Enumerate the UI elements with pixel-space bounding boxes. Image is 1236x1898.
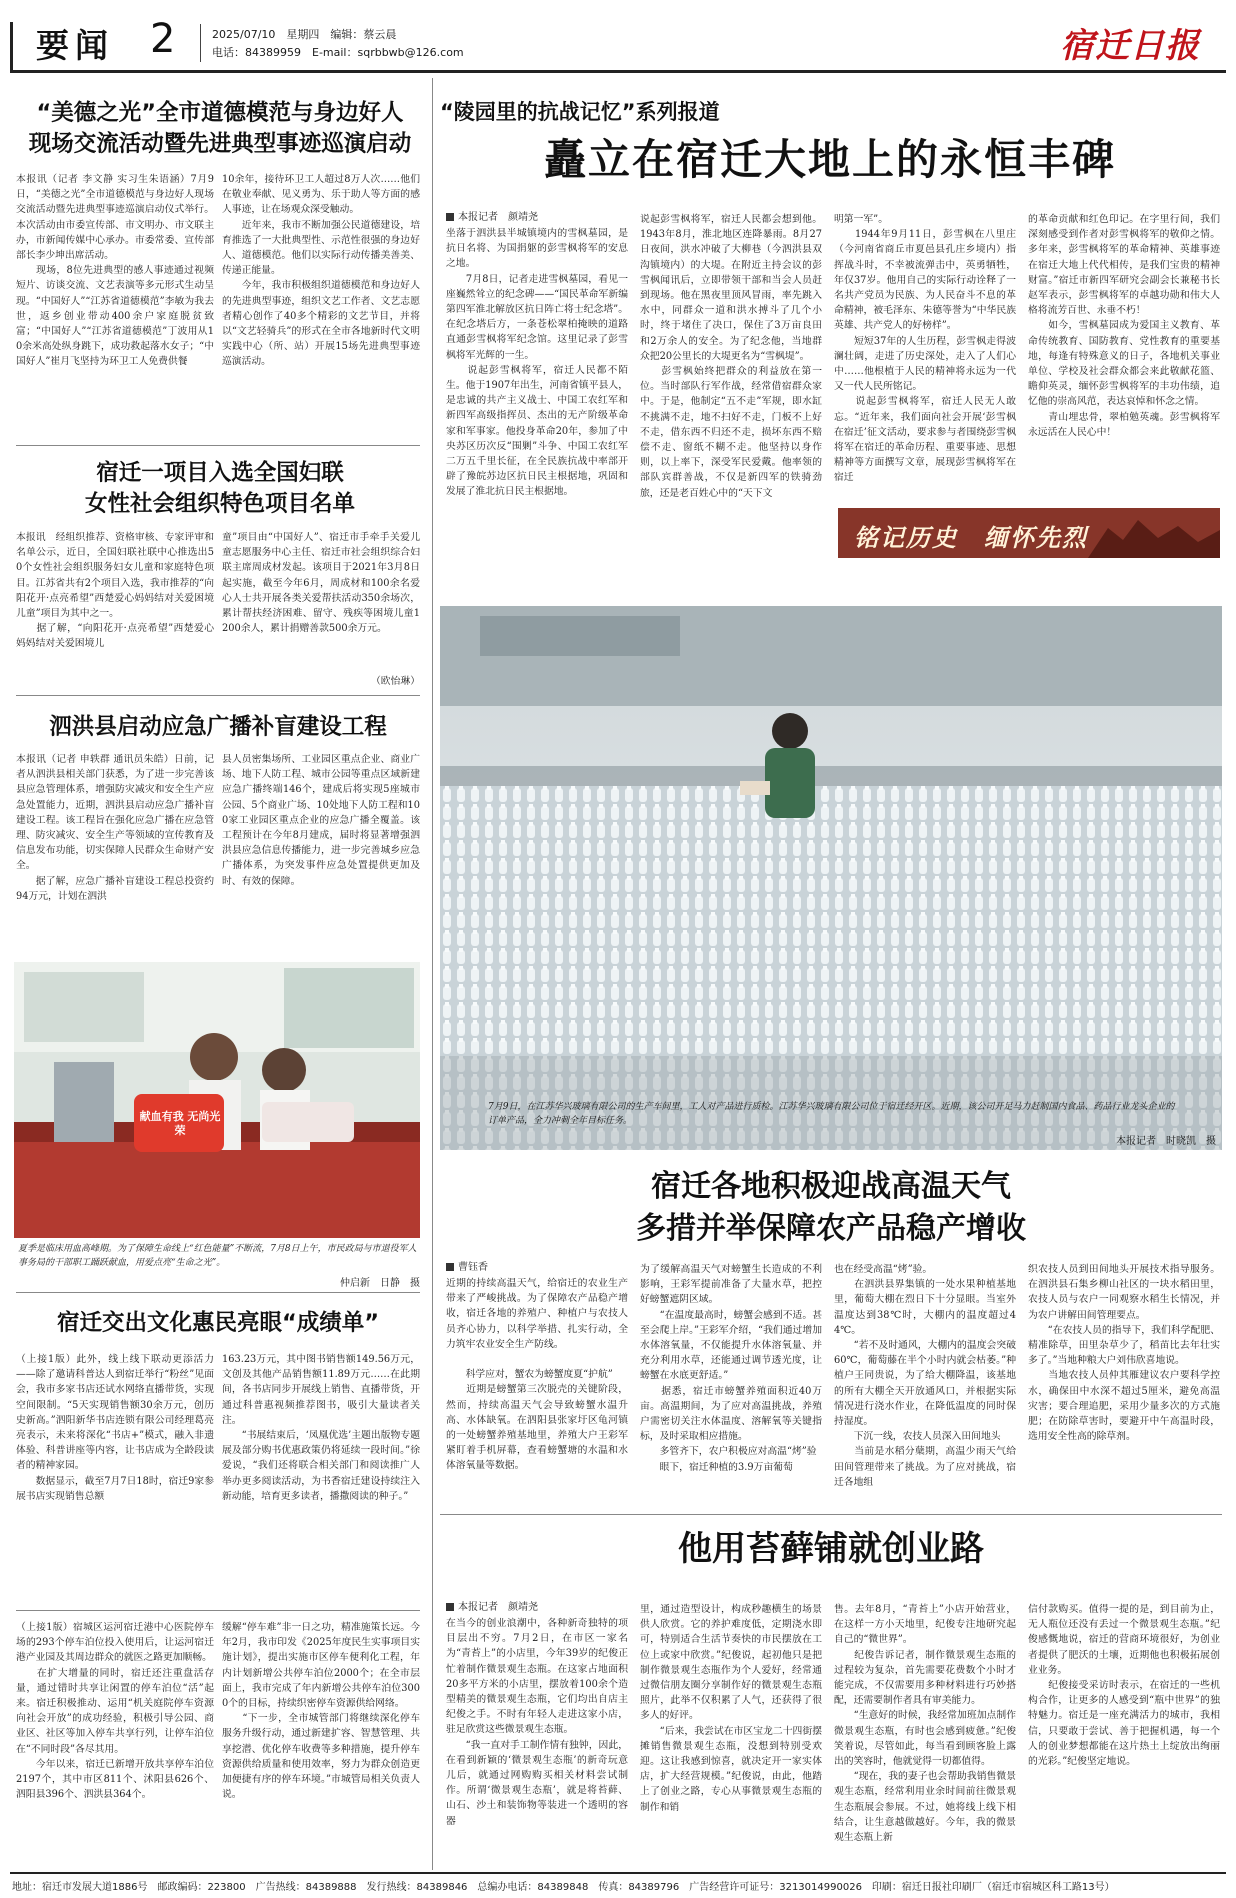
photo-credit: 仲启新 日静 摄	[340, 1278, 420, 1289]
masthead-divider	[200, 24, 201, 62]
headline: 宿迁交出文化惠民亮眼“成绩单”	[56, 1310, 380, 1336]
photo-credit: 本报记者 时晓凯 摄	[1116, 1136, 1216, 1147]
article-body-col-2: 童”项目由“中国好人”、宿迁市手牵手关爱儿童志愿服务中心主任、宿迁市社会组织综合妇联主席周成材发起。该项目于2021年3月8日起实施，截至今年6月，周成材和100余名爱心人士共开展各类关爱帮扶活动350余场次，累计帮扶经济困难、留守、残疾等困境儿童1200余人，累计捐赠善款500余万元。	[222, 532, 420, 635]
separator	[16, 1292, 420, 1293]
page-number: 2	[150, 16, 176, 62]
article-body-col-4: 织农技人员到田间地头开展技术指导服务。在泗洪县石集乡柳山社区的一块水稻田里，农技人员与农户一同观察水稻生长情况，并为农户讲解田间管理要点。 “在农技人员的指导下，我们科学配肥、精准除草，田里杂草少了，稻苗比去年壮实多了。”当地种粮大户刘伟欣喜地说。 当地农技人员仲其雁建议农户要科学控水，确保田中水深不超过5厘米，避免高温灾害；要合理追肥，采用少量多次的方式施肥；在防除草害时，要避开中午高温时段，选用安全性高的除草剂。	[1028, 1264, 1220, 1443]
article-body-col-2: 163.23万元，其中图书销售额149.56万元，文创及其他产品销售额11.89万元……在此期间，各书店同步开展线上销售、直播带货，开通过科普惠视频推荐图书，吸引大量读者关注。 “书展结束后，‘凤凰优选’主题出版物专题展及部分购书优惠政策仍将延续一段时间。”徐爱说，“我们还将联合相关部门和阅读推广人举办更多阅读活动，为书香宿迁建设持续注入新动能，培育更多读者，播撒阅读的种子。”	[222, 1354, 420, 1502]
byline-marker	[446, 1603, 454, 1611]
byline-text: 本报记者 颜靖尧	[458, 212, 538, 223]
author-note: （欧怡琳）	[371, 676, 420, 687]
article-body-col-4: 信付款购买。值得一提的是，到目前为止，无人瓶位还没有丢过一个微景观生态瓶。”纪俊感慨地说，宿迁的营商环境很好，为创业者提供了肥沃的土壤，近期他也积极拓展创业业务。 纪俊接受采访时表示，在宿迁的一些机构合作，让更多的人感受到“瓶中世界”的独特魅力。宿迁是一座充满活力的城市，我相信，只要敢于尝试、善于把握机遇，每一个人的创业梦想都能在这片热土上绽放出绚丽的光彩。”纪俊坚定地说。	[1028, 1604, 1220, 1768]
remember-history-banner	[838, 508, 1220, 558]
issue-date: 2025/07/10 星期四 编辑：蔡云晨	[212, 28, 397, 41]
headline: 泗洪县启动应急广播补盲建设工程	[49, 714, 387, 740]
headline: 宿迁一项目入选全国妇联 女性社会组织特色项目名单	[84, 460, 355, 517]
factory-illustration	[440, 606, 1222, 1150]
article-body-col-2: 县人员密集场所、工业园区重点企业、商业广场、地下人防工程、城市公园等重点区域新建应急广播终端146个，建成后将实现5座城市公园、5个商业广场、10处地下人防工程和100家工业园区重点企业的应急广播全覆盖。该工程预计在今年8月建成，届时将显著增强泗洪县应急信息传播能力，进一步完善城乡应急广播体系，为突发事件应急处置提供更加及时、有效的保障。	[222, 754, 420, 887]
article-body-col-3: 也在经受高温“烤”验。 在泗洪县界集镇的一处水果种植基地里，葡萄大棚在烈日下十分显眼。当室外温度达到38℃时，大棚内的温度超过44℃。 “若不及时通风，大棚内的温度会突破60℃，葡萄藤在半个小时内就会枯萎。”种植户王同贵说，为了给大棚降温，该基地的所有大棚全天开放通风口，并根据实际情况进行浇水作业，在降低温度的同时保持湿度。 下沉一线，农技人员深入田间地头 当前是水稻分蘖期，高温少雨天气给田间管理带来了挑战。为了应对挑战，宿迁各地组	[834, 1264, 1016, 1488]
article-body-col-1: 本报讯 经组织推荐、资格审核、专家评审和名单公示，近日，全国妇联社联中心推选出50个女性社会组织服务妇女儿童和家庭特色项目。江苏省共有2个项目入选，我市推荐的“向阳花开·点亮希望”西楚爱心妈妈结对关爱困境儿童”项目为其中之一。 据了解，“向阳花开·点亮希望”西楚爱心妈妈结对关爱困境儿	[16, 532, 214, 650]
byline-marker	[446, 213, 454, 221]
section-name: 要闻	[36, 26, 114, 65]
separator	[440, 1514, 1222, 1515]
article-body-col-1: 本报讯（记者 申轶群 通讯员朱皓）日前，记者从泗洪县相关部门获悉，为了进一步完善该县应急管理体系，增强防灾减灾和安全生产应急处置能力，近期，泗洪县启动应急广播补盲建设工程。该工程旨在强化应急广播在应急管理、防灾减灾、安全生产等领域的宣传教育及信息发布功能，切实保障人民群众生命财产安全。 据了解，应急广播补盲建设工程总投资约94万元，计划在泗洪	[16, 754, 214, 902]
headline: 矗立在宿迁大地上的永恒丰碑	[543, 135, 1116, 184]
article-body-col-1: （上接1版）宿城区运河宿迁港中心医院停车场的293个停车泊位投入使用后，让运河宿迁港产业园及其周边群众的就医之路更加顺畅。 在扩大增量的同时，宿迁还注重盘活存量，通过错时共享让闲置的停车泊位“活”起来。宿迁积极推动、运用“机关庭院停车资源向社会开放”的成功经验，积极引导公园、商业区、社区等加入停车共享行列，让停车泊位在“不同时段”各尽其用。 今年以来，宿迁已新增开放共享停车泊位2197个，其中市区811个、沭阳县626个、泗阳县396个、泗洪县364个。	[16, 1622, 214, 1801]
article-body-col-1: （上接1版）此外，线上线下联动更添活力——除了邀请科普达人到宿迁举行“粉丝”见面会，我市多家书店还试水网络直播带货，实现空间限制。“5天实现销售额30余万元，创历史新高。”泗阳新华书店连锁有限公司经理葛亮亮表示，未来将深化“书店+”模式，融入非遗体验、科普讲座等内容，让书店成为全龄段读者的精神家园。 数据显示，截至7月7日18时，宿迁9家参展书店实现销售总额	[16, 1354, 214, 1502]
separator	[16, 445, 420, 446]
footer-info: 地址：宿迁市发展大道1886号 邮政编码：223800 广告热线：84389888 发行热线：84389846 总编办电话：84389848 传真：84389796 广告经营许可证号：3213014990026 印刷：宿迁日报社印刷厂（宿迁市宿城区科工路13号）	[12, 1882, 1115, 1893]
article-body-col-1: 本报讯（记者 李文静 实习生朱语涵）7月9日，“美德之光”全市道德模范与身边好人现场交流活动暨先进典型事迹巡演启动仪式举行。本次活动由市委宣传部、市文明办、市文联主办，市新闻传媒中心承办。市委常委、宣传部部长李少坤出席活动。 现场，8位先进典型的感人事迹通过视频短片、访谈交流、文艺表演等多元形式生动呈现。“中国好人”“江苏省道德模范”李敏为我去世，返乡创业带动400余户家庭脱贫致富；“中国好人”“江苏省道德模范”丁波用从10余米高处纵身跳下，成功救起落水女子；“中国好人”崔月飞坚持为环卫工人免费供餐	[16, 174, 214, 368]
masthead-rule	[10, 70, 1226, 73]
blood-donation-photo	[14, 962, 420, 1238]
banner-text: 铭记历史 缅怀先烈	[854, 524, 1088, 552]
issue-contact: 电话：84389959 E-mail：sqrbbwb@126.com	[212, 46, 464, 59]
article-body-col-1: 坐落于泗洪县半城镇境内的雪枫墓园，是抗日名将、为国捐躯的彭雪枫将军的安息之地。 7月8日，记者走进雪枫墓园，看见一座巍然耸立的纪念碑——“国民革命军新编第四军淮北解放区抗日阵亡将士纪念塔”。在纪念塔后方，一条苍松翠柏掩映的道路直通彭雪枫将军纪念馆。这里记录了彭雪枫将军光辉的一生。 说起彭雪枫将军，宿迁人民都不陌生。他于1907年出生，河南省镇平县人，是忠诚的共产主义战士、中国工农红军和新四军高级指挥员、杰出的无产阶级革命家和军事家。他投身革命20年，参加了中央苏区历次反“围剿”斗争、中国工农红军二万五千里长征，在全民族抗战中率部开辟了豫皖苏边区抗日民主根据地，巩固和发展了淮北抗日民主根据地。	[446, 228, 628, 498]
article-body-col-2: 说起彭雪枫将军，宿迁人民都会想到他。1943年8月，淮北地区连降暴雨。8月27日夜间，洪水冲破了大柳巷（今泗洪县双沟镇境内）的大堤。在附近主持会议的彭雪枫闻讯后，立即带领干部和当会人员赶到现场。他在黑夜里顶风冒雨，率先跳入水中，同群众一道和洪水搏斗了几个小时，终于堵住了决口，保住了3万亩良田和2万余人的安全。为了纪念他，当地群众把20公里长的大堤更名为“雪枫堤”。 彭雪枫始终把群众的利益放在第一位。当时部队行军作战，经常借宿群众家中。于是，他制定“五不走”军规，即水缸不挑满不走，地不扫好不走，门板不上好不走，借东西不归还不走，损坏东西不赔偿不走、窗纸不糊不走。他坚持以身作则，以上率下，深受军民爱戴。他率领的部队宾群善战，不仅是新四军的铁骑劲旅，还是老百姓心中的“天下文	[640, 214, 822, 499]
article-body-col-3: 明第一军”。 1944年9月11日，彭雪枫在八里庄（今河南省商丘市夏邑县孔庄乡境内）指挥战斗时，不幸被流弹击中，英勇牺牲，年仅37岁。他用自己的实际行动诠释了一名共产党员为民族、为人民奋斗不息的革命精神，被毛泽东、朱德等誉为“中华民族英雄、共产党人的好榜样”。 短短37年的人生历程，彭雪枫走得波澜壮阔，走进了历史深处，走入了人们心中……他根植于人民的精神将永远为一代又一代人民所铭记。 说起彭雪枫将军，宿迁人民无人敢忘。“近年来，我们面向社会开展‘彭雪枫在宿迁’征文活动，要求参与者围绕彭雪枫将军在宿迁的革命历程、重要事迹、思想精神等方面撰写文章，展现彭雪枫将军在宿迁	[834, 214, 1016, 484]
article-body-col-2: 缓解“停车难”非一日之功，精准施策长远。今年2月，我市印发《2025年度民生实事项目实施计划》，提出实施市区停车便利化工程，年内计划新增公共停车泊位2000个；在全市层面上，我市完成了年内新增公共停车泊位3000个的目标，持续织密停车资源供给网络。 “下一步，全市城管部门将继续深化停车服务升级行动，通过新建扩容、智慧管理、共享挖潜、优化停车收费等多种措施，提升停车资源供给质量和使用效率，努力为群众创造更加便捷有序的停车环境。”市城管局相关负责人说。	[222, 1622, 420, 1801]
newspaper-logo: 宿迁日报	[1060, 26, 1200, 66]
byline-text: 本报记者 颜靖尧	[458, 1602, 538, 1613]
article-body-col-4: 的革命贡献和红色印记。在字里行间，我们深刻感受到作者对彭雪枫将军的敬仰之情。多年来，彭雪枫将军的革命精神、英雄事迹在宿迁大地上代代相传，是我们宝贵的精神财富。”宿迁市新四军研究会副会长兼秘书长赵军表示，彭雪枫将军的卓越功勋和伟大人格将流芳百世、永垂不朽！ 如今，雪枫墓园成为爱国主义教育、革命传统教育、国防教育、党性教育的重要基地，每逢有特殊意义的日子，各地机关事业单位、学校及社会群众都会来此敬献花篮、瞻仰英灵，缅怀彭雪枫将军的丰功伟绩，追忆他的崇高风范，表达哀悼和怀念之情。 青山埋忠骨，翠柏勉英魂。彭雪枫将军永远活在人民心中！	[1028, 214, 1220, 438]
article-body-col-2: 10余年，接待环卫工人超过8万人次……他们在敬业奉献、见义勇为、乐于助人等方面的感人事迹，让在场观众深受触动。 近年来，我市不断加强公民道德建设，培育推选了一大批典型性、示范性很强的身边好人、道德模范。他们以实际行动传播美善美、传递正能量。 今年，我市积极组织道德模范和身边好人的先进典型事迹，组织文艺工作者、文艺志愿者精心创作了40多个精彩的文艺节目，并将以“文艺轻骑兵”的形式在全市各地新时代文明实践中心（所、站）开展15场先进典型事迹巡演活动。	[222, 174, 420, 368]
separator	[16, 1610, 420, 1611]
article-body-col-2: 为了缓解高温天气对螃蟹生长造成的不利影响，王彩军提前准备了大量水草，把控好螃蟹遮阴区域。 “在温度最高时，螃蟹会感到不适。甚至会爬上岸。”王彩军介绍，“我们通过增加水体溶氧量，不仅能提升水体溶氧量、并充分利用水草，还能通过调节透光度，让螃蟹在水底更舒适。” 据悉，宿迁市螃蟹养殖面积近40万亩。高温期间，为了应对高温挑战，养殖户需密切关注水体温度、溶解氧等关键指标，及时采取相应措施。 多管齐下，农户积极应对高温“烤”验 眼下，宿迁种植的3.9万亩葡萄	[640, 1264, 822, 1473]
photo-caption: 7月9日，在江苏华兴玻璃有限公司的生产车间里，工人对产品进行质检。江苏华兴玻璃有限公司位于宿迁经开区。近期，该公司开足马力赶制国内食品、药品行业龙头企业的订单产品，全力冲刺全年目标任务。	[488, 1102, 1175, 1126]
byline	[446, 1598, 538, 1613]
article-body-col-3: 售。去年8月，“青苔上”小店开始营业，在这样一方小天地里，纪俊专注地研究起自己的“微世界”。 纪俊告诉记者，制作微景观生态瓶的过程较为复杂，首先需要花费数个小时才能完成，不仅需要用多种材料进行巧妙搭配，还需要制作者具有审美能力。 “生意好的时候，我经常加班加点制作微景观生态瓶，有时也会感到疲惫。”纪俊笑着说，尽管如此，每当看到顾客脸上露出的笑容时，他就觉得一切都值得。 “现在，我的妻子也会帮助我销售微景观生态瓶，经常利用业余时间前往微景观生态瓶展会参展。不过，她将线上线下相结合，让生意越做越好。今年，我的微景观生态瓶上新	[834, 1604, 1016, 1844]
banner-text: 献血有我 无尚光荣	[139, 1110, 221, 1137]
masthead-left-rule	[10, 22, 13, 70]
masthead	[0, 0, 1236, 75]
factory-photo	[440, 606, 1222, 1150]
headline: 他用苔藓铺就创业路	[678, 1529, 984, 1569]
byline-marker	[446, 1263, 454, 1271]
byline-text: 曹钰香	[458, 1262, 488, 1273]
byline	[446, 1258, 488, 1273]
article-body-col-1: 近期的持续高温天气，给宿迁的农业生产带来了严峻挑战。为了保障农产品稳产增收，宿迁各地的养殖户、种植户与农技人员齐心协力，以科学举措、扎实行动，全力筑牢农业安全生产防线。 科学应对，蟹农为螃蟹度夏“护航” 近期是螃蟹第三次脱壳的关键阶段，然而，持续高温天气会导致螃蟹水温升高、水体缺氧。在泗阳县张家圩区龟河镇的一处螃蟹养殖基地里，养殖大户王彩军紧盯着手机屏幕，查看螃蟹塘的水温和水体溶氧量等数据。	[446, 1278, 628, 1472]
separator	[16, 695, 420, 696]
headline: “美德之光”全市道德模范与身边好人 现场交流活动暨先进典型事迹巡演启动	[28, 100, 412, 157]
blood-donation-illustration	[14, 962, 420, 1238]
left-column-divider	[432, 78, 433, 1870]
headline: 宿迁各地积极迎战高温天气 多措并举保障农产品稳产增收	[636, 1169, 1026, 1246]
article-body-col-1: 在当今的创业浪潮中，各种新奇独特的项目层出不穷。7月2日，在市区一家名为“青苔上”的小店里，今年39岁的纪俊正忙着制作微景观生态瓶。在这家占地面积20多平方米的小店里，摆放着100余个造型精美的微景观生态瓶，它们均出自店主纪俊之手。不时有年轻人走进这家小店，驻足欣赏这些微景观生态瓶。 “我一直对手工制作情有独钟，因此，在看到新颖的‘微景观生态瓶’的新奇玩意儿后，就通过网购购买相关材料尝试制作。所谓‘微景观生态瓶’，就是将苔藓、山石、沙土和装饰物等装进一个透明的容器	[446, 1618, 628, 1827]
photo-caption: 夏季是临床用血高峰期。为了保障生命线上“红色能量”不断流，7月8日上午，市民政局与市退役军人事务局的干部职工踊跃献血，用爱点亮“生命之光”。	[18, 1244, 417, 1268]
article-body-col-2: 里，通过造型设计，构成秒趣横生的场景供人欣赏。它的养护难度低，定期浇水即可，特别适合生活节奏快的市民摆放在工位上或家中欣赏。”纪俊说，起初他只是把制作微景观生态瓶作为个人爱好，经常通过微信朋友圈分享制作好的微景观生态瓶照片，此举不仅积累了人气，还获得了很多人的好评。 “后来，我尝试在市区宝龙二十四街摆摊销售微景观生态瓶，没想到特别受欢迎。这让我感到惊喜，就决定开一家实体店，扩大经营规模。”纪俊说，由此，他踏上了创业之路，专心从事微景观生态瓶的制作和销	[640, 1604, 822, 1813]
byline	[446, 208, 538, 223]
series-kicker: “陵园里的抗战记忆”系列报道	[440, 100, 720, 124]
footer-rule	[10, 1872, 1226, 1874]
